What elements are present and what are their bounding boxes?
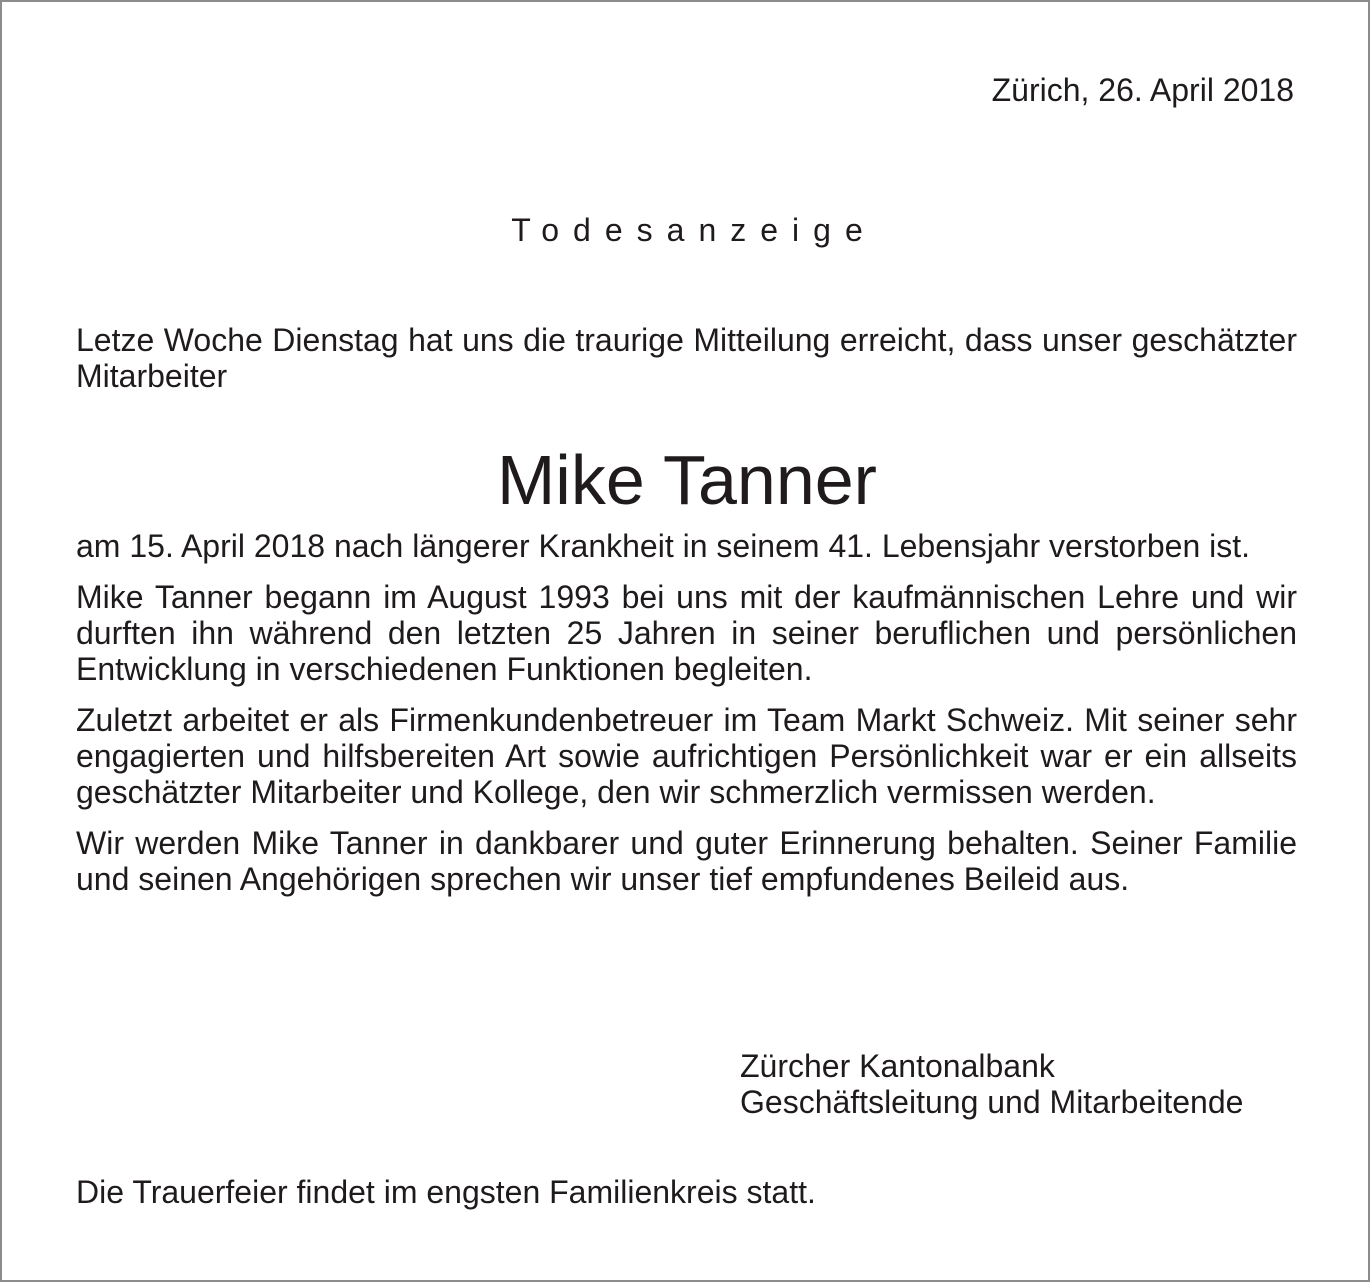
intro-paragraph: Letze Woche Dienstag hat uns die traurige Mitteilung erreicht, dass unser geschätzter Mitarbeiter (76, 322, 1297, 394)
career-paragraph: Mike Tanner begann im August 1993 bei uns mit der kaufmännischen Lehre und wir durften ihn während den letzten 25 Jahren in seiner beruflichen und persönlichen Entwicklung in verschiedenen Funktionen begleiten. (76, 579, 1297, 687)
date-line: Zürich, 26. April 2018 (991, 72, 1294, 108)
character-paragraph: Zuletzt arbeitet er als Firmenkundenbetreuer im Team Markt Schweiz. Mit seiner sehr engagierten und hilfsbereiten Art sowie aufrichtigen Persönlichkeit war er ein allseits geschätzter Mitarbeiter und Kollege, den wir schmerzlich vermissen werden. (76, 702, 1297, 810)
deceased-name: Mike Tanner (496, 441, 877, 519)
death-paragraph: am 15. April 2018 nach längerer Krankheit in seinem 41. Lebensjahr verstorben ist. (76, 528, 1251, 564)
signature-block (740, 1048, 1243, 1120)
signature-organization: Zürcher Kantonalbank (740, 1048, 1055, 1084)
notice-heading: Todesanzeige (511, 212, 877, 248)
signature-department: Geschäftsleitung und Mitarbeitende (740, 1084, 1244, 1120)
funeral-note: Die Trauerfeier findet im engsten Familienkreis statt. (76, 1174, 816, 1210)
condolence-paragraph: Wir werden Mike Tanner in dankbarer und guter Erinnerung behalten. Seiner Familie und seinen Angehörigen sprechen wir unser tief empfundenes Beileid aus. (76, 825, 1297, 897)
notice-body (76, 528, 1297, 912)
